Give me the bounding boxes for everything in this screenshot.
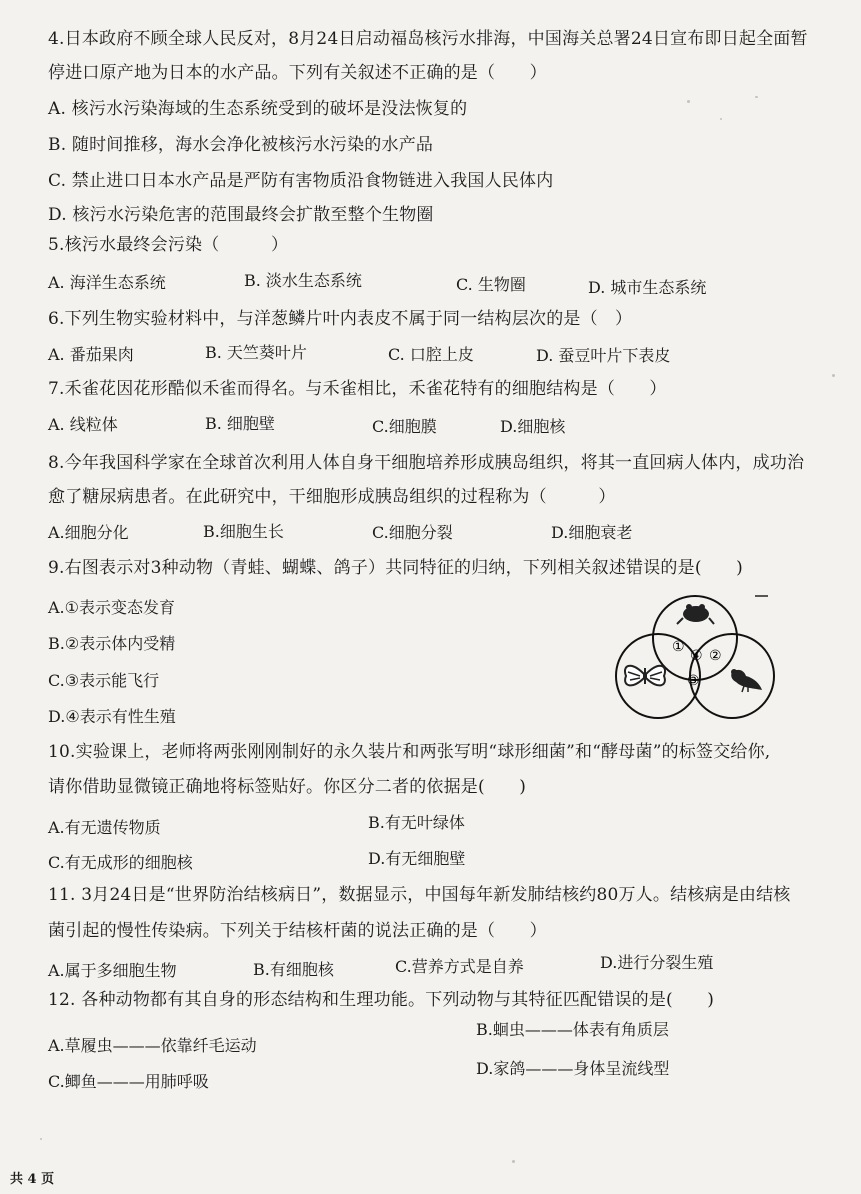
q11-option-a: A.属于多细胞生物 (48, 961, 177, 980)
q10-stem-line2: 请你借助显微镜正确地将标签贴好。你区分二者的依据是( ) (48, 777, 527, 797)
q12-stem: 12. 各种动物都有其自身的形态结构和生理功能。下列动物与其特征匹配错误的是( ) (48, 990, 715, 1010)
q6-stem: 6.下列生物实验材料中，与洋葱鳞片叶内表皮不属于同一结构层次的是（ ） (48, 309, 633, 329)
q7-option-b: B. 细胞壁 (205, 414, 275, 433)
q6-option-a: A. 番茄果肉 (48, 345, 134, 364)
q12-option-d: D.家鸽———身体呈流线型 (476, 1059, 670, 1078)
q10-option-d: D.有无细胞壁 (368, 849, 466, 868)
q6-option-b: B. 天竺葵叶片 (205, 343, 307, 362)
q11-stem-line1: 11. 3月24日是“世界防治结核病日”，数据显示，中国每年新发肺结核约80万人。结核病是由结核 (48, 885, 791, 905)
q4-option-a: A. 核污水污染海域的生态系统受到的破坏是没法恢复的 (48, 99, 468, 119)
q9-stem: 9.右图表示对3种动物（青蛙、蝴蝶、鸽子）共同特征的归纳，下列相关叙述错误的是( ) (48, 558, 743, 578)
pigeon-icon (731, 669, 762, 692)
q8-stem-line1: 8.今年我国科学家在全球首次利用人体自身干细胞培养形成胰岛组织，将其一直回病人体内，成功治 (48, 453, 805, 473)
q5-option-a: A. 海洋生态系统 (48, 273, 166, 292)
q8-option-b: B.细胞生长 (203, 522, 284, 541)
q8-option-a: A.细胞分化 (48, 523, 129, 542)
page-count: 共 4 页 (10, 1172, 55, 1187)
q4-option-c: C. 禁止进口日本水产品是严防有害物质沿食物链进入我国人民体内 (48, 171, 554, 191)
q5-option-d: D. 城市生态系统 (588, 278, 707, 297)
scan-speck (687, 100, 690, 103)
q6-option-c: C. 口腔上皮 (388, 345, 474, 364)
q7-stem: 7.禾雀花因花形酷似禾雀而得名。与禾雀相比，禾雀花特有的细胞结构是（ ） (48, 379, 667, 399)
q10-option-c: C.有无成形的细胞核 (48, 853, 193, 872)
venn-diagram (610, 590, 780, 720)
q8-option-c: C.细胞分裂 (372, 523, 453, 542)
venn-label-3: ③ (687, 673, 700, 689)
q7-option-d: D.细胞核 (500, 417, 566, 436)
q9-option-a: A.①表示变态发育 (48, 598, 175, 617)
venn-label-4: ④ (690, 648, 703, 664)
q11-stem-line2: 菌引起的慢性传染病。下列关于结核杆菌的说法正确的是（ ） (48, 921, 547, 941)
q12-option-b: B.蛔虫———体表有角质层 (476, 1020, 669, 1039)
q9-option-d: D.④表示有性生殖 (48, 707, 176, 726)
scan-speck (755, 96, 758, 98)
q4-option-d: D. 核污水污染危害的范围最终会扩散至整个生物圈 (48, 205, 434, 225)
q7-option-a: A. 线粒体 (48, 415, 118, 434)
q6-option-d: D. 蚕豆叶片下表皮 (536, 346, 671, 365)
q12-option-c: C.鲫鱼———用肺呼吸 (48, 1072, 209, 1091)
q10-option-a: A.有无遗传物质 (48, 818, 161, 837)
q11-option-d: D.进行分裂生殖 (600, 953, 714, 972)
q5-option-b: B. 淡水生态系统 (244, 271, 362, 290)
q11-option-c: C.营养方式是自养 (395, 957, 524, 976)
q8-stem-line2: 愈了糖尿病患者。在此研究中，干细胞形成胰岛组织的过程称为（ ） (48, 487, 616, 507)
q7-option-c: C.细胞膜 (372, 417, 437, 436)
scan-speck (720, 118, 722, 120)
q5-stem: 5.核污水最终会污染（ ） (48, 235, 289, 255)
q9-option-b: B.②表示体内受精 (48, 634, 176, 653)
scan-speck (832, 374, 835, 377)
scan-speck (512, 1160, 515, 1163)
frog-icon (677, 604, 714, 624)
q4-stem-line2: 停进口原产地为日本的水产品。下列有关叙述不正确的是（ ） (48, 63, 547, 83)
q5-option-c: C. 生物圈 (456, 275, 526, 294)
q4-stem-line1: 4.日本政府不顾全球人民反对，8月24日启动福岛核污水排海，中国海关总署24日宣布即日起全面暂 (48, 29, 808, 49)
butterfly-icon (625, 666, 665, 686)
q9-option-c: C.③表示能飞行 (48, 671, 160, 690)
venn-label-2: ② (709, 648, 722, 664)
q12-option-a: A.草履虫———依靠纤毛运动 (48, 1036, 257, 1055)
q11-option-b: B.有细胞核 (253, 960, 334, 979)
q4-option-b: B. 随时间推移，海水会净化被核污水污染的水产品 (48, 135, 434, 155)
q10-option-b: B.有无叶绿体 (368, 813, 465, 832)
venn-label-1: ① (672, 639, 685, 655)
q10-stem-line1: 10.实验课上，老师将两张刚刚制好的永久装片和两张写明“球形细菌”和“酵母菌”的标签交给你, (48, 742, 771, 762)
scan-speck (40, 1138, 42, 1140)
q8-option-d: D.细胞衰老 (551, 523, 633, 542)
